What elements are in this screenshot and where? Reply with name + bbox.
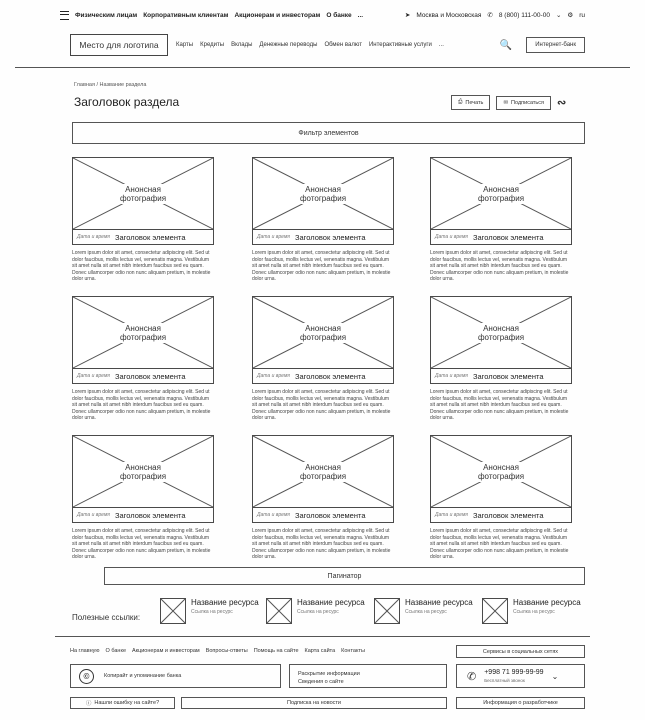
topbar-link-individuals[interactable]: Физическим лицам: [75, 11, 138, 19]
news-card[interactable]: [72, 435, 214, 561]
placeholder-cross: [483, 599, 507, 623]
card-image[interactable]: [72, 296, 214, 369]
breadcrumb[interactable]: Главная / Название раздела: [74, 82, 147, 88]
nav-item-transfers[interactable]: Денежные переводы: [259, 42, 318, 48]
card-title[interactable]: Заголовок элемента: [472, 371, 544, 381]
card-text: Lorem ipsum dolor sit amet, consectetur adipiscing elit. Sed ut dolor faucibus, mollis lectus vel, venenatis magna. Vestibulum sit amet nulla sit amet nibh interdum faucibus sed eu quam. Donec ullamcorper odio non nunc aliquam pretium, in molestie dolor urna.: [72, 528, 211, 561]
hamburger-icon[interactable]: [60, 11, 69, 20]
card-date: Дата и время: [435, 512, 468, 518]
rss-icon[interactable]: ∾: [557, 97, 567, 109]
card-date: Дата и время: [257, 512, 290, 518]
main-nav: [176, 42, 444, 48]
card-meta: [252, 230, 394, 245]
news-card[interactable]: [252, 157, 394, 283]
nav-item-deposits[interactable]: Вклады: [231, 42, 253, 48]
phone-icon: ✆: [467, 670, 477, 683]
card-date: Дата и время: [77, 373, 110, 379]
card-meta: [430, 369, 572, 384]
resource-sub: Ссылка на ресурс: [405, 609, 447, 615]
card-date: Дата и время: [435, 373, 468, 379]
news-card[interactable]: [252, 435, 394, 561]
resource-link[interactable]: [374, 598, 473, 624]
news-card[interactable]: [430, 435, 572, 561]
card-title[interactable]: Заголовок элемента: [114, 232, 186, 242]
report-error-button[interactable]: [70, 697, 175, 709]
resource-image: [374, 598, 400, 624]
card-meta: [252, 369, 394, 384]
card-meta: [430, 508, 572, 523]
card-image[interactable]: [252, 296, 394, 369]
card-image[interactable]: [252, 435, 394, 508]
card-text: Lorem ipsum dolor sit amet, consectetur adipiscing elit. Sed ut dolor faucibus, mollis lectus vel, venenatis magna. Vestibulum sit amet nulla sit amet nibh interdum faucibus sed eu quam. Donec ullamcorper odio non nunc aliquam pretium, in molestie dolor urna.: [72, 250, 211, 283]
placeholder-cross: [267, 599, 291, 623]
topbar-right: [405, 11, 585, 19]
news-card[interactable]: [430, 296, 572, 422]
card-date: Дата и время: [77, 234, 110, 240]
card-text: Lorem ipsum dolor sit amet, consectetur adipiscing elit. Sed ut dolor faucibus, mollis lectus vel, venenatis magna. Vestibulum sit amet nulla sit amet nibh interdum faucibus sed eu quam. Donec ullamcorper odio non nunc aliquam pretium, in molestie dolor urna.: [252, 528, 391, 561]
footer-phone-sub: Бесплатный звонок: [484, 678, 525, 683]
card-text: Lorem ipsum dolor sit amet, consectetur adipiscing elit. Sed ut dolor faucibus, mollis lectus vel, venenatis magna. Vestibulum sit amet nulla sit amet nibh interdum faucibus sed eu quam. Donec ullamcorper odio non nunc aliquam pretium, in molestie dolor urna.: [72, 389, 211, 422]
location-selector[interactable]: Москва и Московская: [416, 11, 482, 19]
lang-switch[interactable]: ru: [579, 11, 585, 19]
nav-item-services[interactable]: Интерактивные услуги: [368, 42, 432, 48]
placeholder-cross: [161, 599, 185, 623]
footer-phone-box[interactable]: [456, 664, 585, 688]
card-image[interactable]: [430, 296, 572, 369]
card-image[interactable]: [252, 157, 394, 230]
topbar-link-corporate[interactable]: Корпоративным клиентам: [143, 11, 229, 19]
footer-link-home[interactable]: На главную: [70, 648, 100, 654]
footer-link-about[interactable]: О банке: [105, 648, 126, 654]
resource-sub: Ссылка на ресурс: [513, 609, 555, 615]
resource-title[interactable]: Название ресурса: [191, 598, 259, 607]
useful-links-label: Полезные ссылки:: [72, 613, 141, 622]
mail-icon: ✉: [503, 99, 509, 106]
nav-item-exchange[interactable]: Обмен валют: [324, 42, 362, 48]
internet-bank-button[interactable]: Интернет-банк: [526, 37, 585, 53]
card-image[interactable]: [430, 435, 572, 508]
header-divider: [15, 67, 630, 68]
card-meta: [72, 369, 214, 384]
footer-nav: [70, 648, 365, 654]
section-actions: [451, 95, 566, 110]
footer-link-contacts[interactable]: Контакты: [341, 648, 365, 654]
subscribe-button[interactable]: [496, 96, 551, 110]
nav-item-cards[interactable]: Карты: [176, 42, 194, 48]
card-image-label: Анонсная фотография: [117, 323, 169, 343]
filter-bar[interactable]: Фильтр элементов: [72, 122, 585, 144]
news-card[interactable]: [72, 296, 214, 422]
logo[interactable]: Место для логотипа: [70, 34, 168, 56]
card-title[interactable]: Заголовок элемента: [114, 371, 186, 381]
footer-phone-number[interactable]: +998 71 999-99-99: [484, 669, 544, 676]
site-info-link[interactable]: Сведения о сайте: [298, 679, 344, 685]
topbar-phone[interactable]: 8 (800) 111-00-00: [498, 11, 550, 19]
card-date: Дата и время: [435, 234, 468, 240]
copyright-icon: ©: [79, 669, 94, 684]
card-text: Lorem ipsum dolor sit amet, consectetur adipiscing elit. Sed ut dolor faucibus, mollis lectus vel, venenatis magna. Vestibulum sit amet nulla sit amet nibh interdum faucibus sed eu quam. Donec ullamcorper odio non nunc aliquam pretium, in molestie dolor urna.: [252, 250, 391, 283]
footer-link-sitemap[interactable]: Карта сайта: [304, 648, 336, 654]
resource-image: [160, 598, 186, 624]
card-title[interactable]: Заголовок элемента: [114, 510, 186, 520]
topbar-link-about[interactable]: О банке: [326, 11, 352, 19]
copyright-box: [70, 664, 281, 688]
card-title[interactable]: Заголовок элемента: [472, 510, 544, 520]
developer-info-button[interactable]: Информация о разработчике: [456, 697, 585, 709]
footer-link-investors[interactable]: Акционерам и инвесторам: [132, 648, 200, 654]
chevron-down-icon[interactable]: ⌄: [551, 671, 559, 681]
printer-icon: ⎙: [458, 99, 463, 105]
card-title[interactable]: Заголовок элемента: [294, 371, 366, 381]
resource-title[interactable]: Название ресурса: [405, 598, 473, 607]
social-networks-button[interactable]: Сервисы в социальных сетях: [456, 645, 585, 658]
resource-image: [482, 598, 508, 624]
resource-title[interactable]: Название ресурса: [513, 598, 581, 607]
card-text: Lorem ipsum dolor sit amet, consectetur adipiscing elit. Sed ut dolor faucibus, mollis lectus vel, venenatis magna. Vestibulum sit amet nulla sit amet nibh interdum faucibus sed eu quam. Donec ullamcorper odio non nunc aliquam pretium, in molestie dolor urna.: [430, 389, 569, 422]
nav-item-credits[interactable]: Кредиты: [200, 42, 225, 48]
card-image-label: Анонсная фотография: [475, 323, 527, 343]
card-image-label: Анонсная фотография: [117, 184, 169, 204]
card-image[interactable]: [430, 157, 572, 230]
report-error-label: Нашли ошибку на сайте?: [94, 700, 160, 706]
card-date: Дата и время: [257, 373, 290, 379]
resource-sub: Ссылка на ресурс: [297, 609, 339, 615]
card-date: Дата и время: [77, 512, 110, 518]
disclosure-link[interactable]: Раскрытие информации: [298, 671, 360, 677]
print-label: Печать: [465, 99, 484, 106]
card-meta: [430, 230, 572, 245]
phone-icon: ✆: [487, 12, 493, 19]
copyright-text: Копирайт и упоминание банка: [104, 673, 182, 679]
print-button[interactable]: [451, 95, 490, 110]
footer-link-faq[interactable]: Вопросы-ответы: [205, 648, 248, 654]
card-title[interactable]: Заголовок элемента: [294, 232, 366, 242]
card-image-label: Анонсная фотография: [475, 462, 527, 482]
card-image-label: Анонсная фотография: [475, 184, 527, 204]
resource-link[interactable]: [266, 598, 365, 624]
card-meta: [252, 508, 394, 523]
topbar-link-investors[interactable]: Акционерам и инвесторам: [234, 11, 321, 19]
footer-link-help[interactable]: Помощь на сайте: [253, 648, 299, 654]
topbar-link-more[interactable]: ...: [357, 11, 364, 19]
news-subscribe-button[interactable]: Подписка на новости: [181, 697, 447, 709]
resource-image: [266, 598, 292, 624]
card-title[interactable]: Заголовок элемента: [472, 232, 544, 242]
card-image-label: Анонсная фотография: [117, 462, 169, 482]
top-bar: [60, 8, 585, 22]
settings-icon[interactable]: ⚙: [567, 12, 574, 19]
card-date: Дата и время: [257, 234, 290, 240]
resource-sub: Ссылка на ресурс: [191, 609, 233, 615]
news-card[interactable]: [430, 157, 572, 283]
resource-title[interactable]: Название ресурса: [297, 598, 365, 607]
card-meta: [72, 508, 214, 523]
card-meta: [72, 230, 214, 245]
card-title[interactable]: Заголовок элемента: [294, 510, 366, 520]
card-image-label: Анонсная фотография: [297, 323, 349, 343]
resource-link[interactable]: [160, 598, 259, 624]
card-image-label: Анонсная фотография: [297, 184, 349, 204]
resource-link[interactable]: [482, 598, 581, 624]
news-card[interactable]: [72, 157, 214, 283]
chevron-down-icon[interactable]: ⌄: [555, 12, 562, 19]
location-icon: ➤: [404, 12, 411, 19]
placeholder-cross: [375, 599, 399, 623]
subscribe-label: Подписаться: [511, 99, 544, 106]
card-text: Lorem ipsum dolor sit amet, consectetur adipiscing elit. Sed ut dolor faucibus, mollis lectus vel, venenatis magna. Vestibulum sit amet nulla sit amet nibh interdum faucibus sed eu quam. Donec ullamcorper odio non nunc aliquam pretium, in molestie dolor urna.: [252, 389, 391, 422]
footer-divider: [55, 636, 590, 637]
info-icon: ⓘ: [85, 701, 92, 707]
card-image[interactable]: [72, 435, 214, 508]
paginator[interactable]: Пагинатор: [104, 567, 585, 585]
card-image[interactable]: [72, 157, 214, 230]
card-text: Lorem ipsum dolor sit amet, consectetur adipiscing elit. Sed ut dolor faucibus, mollis lectus vel, venenatis magna. Vestibulum sit amet nulla sit amet nibh interdum faucibus sed eu quam. Donec ullamcorper odio non nunc aliquam pretium, in molestie dolor urna.: [430, 528, 569, 561]
news-card[interactable]: [252, 296, 394, 422]
card-text: Lorem ipsum dolor sit amet, consectetur adipiscing elit. Sed ut dolor faucibus, mollis lectus vel, venenatis magna. Vestibulum sit amet nulla sit amet nibh interdum faucibus sed eu quam. Donec ullamcorper odio non nunc aliquam pretium, in molestie dolor urna.: [430, 250, 569, 283]
card-image-label: Анонсная фотография: [297, 462, 349, 482]
footer-info-links: [289, 664, 447, 688]
nav-item-more[interactable]: ...: [438, 42, 444, 48]
search-icon[interactable]: 🔍: [499, 39, 513, 51]
header: [70, 32, 585, 58]
page-title: Заголовок раздела: [74, 95, 180, 109]
